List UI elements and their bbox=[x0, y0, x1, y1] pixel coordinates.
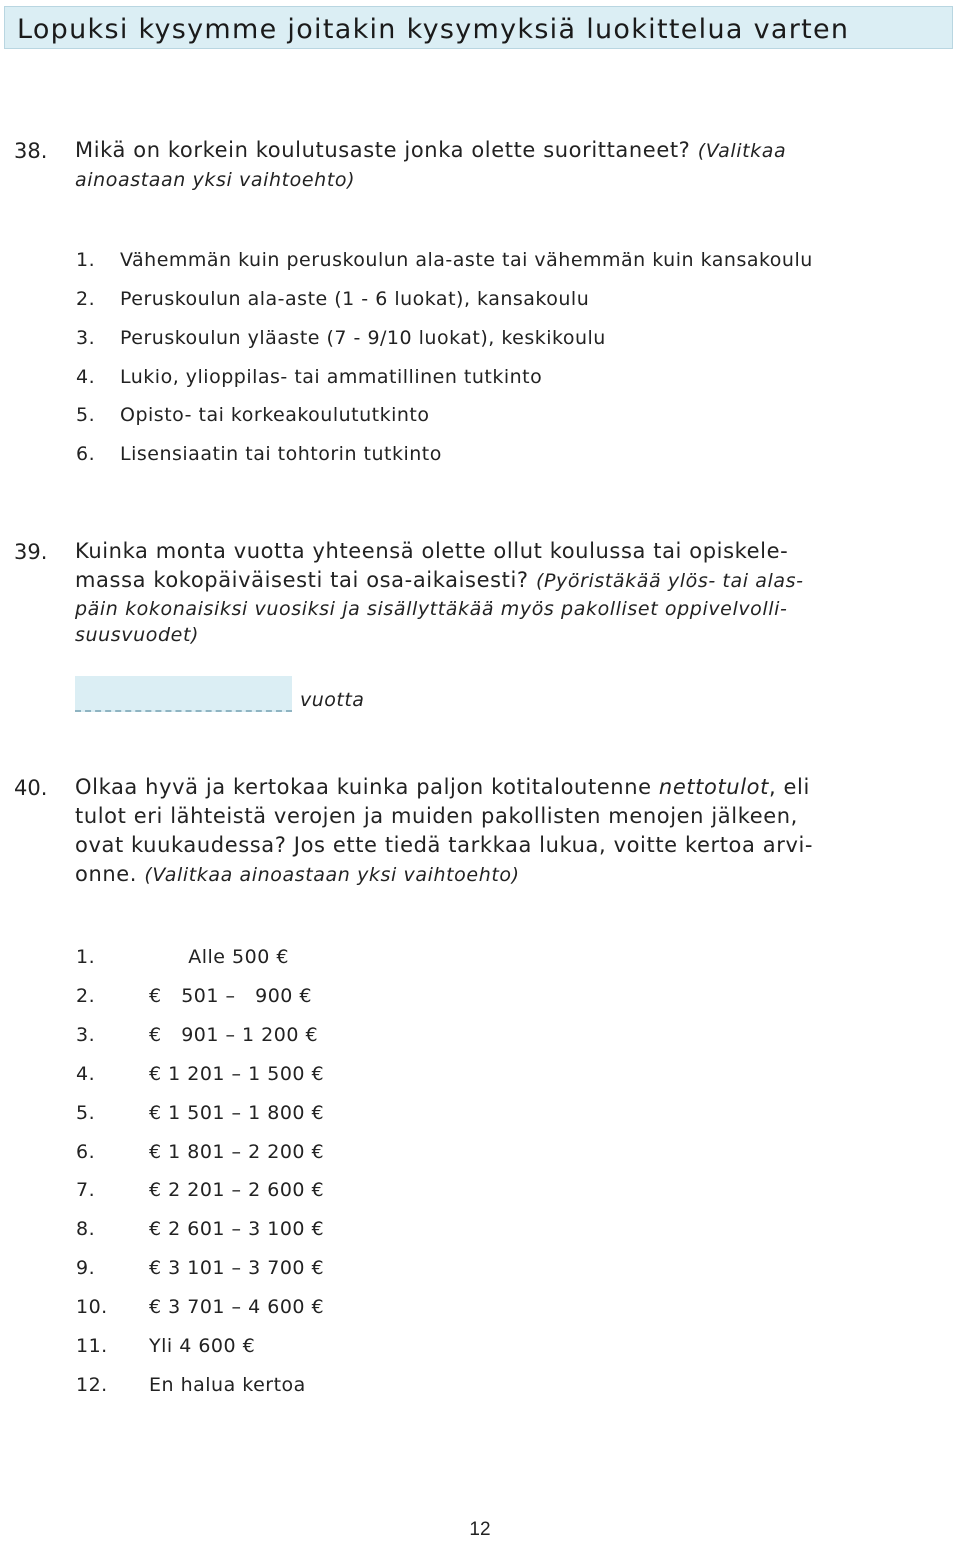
option-number: 2. bbox=[76, 985, 96, 1007]
question-prompt: tulot eri lähteistä verojen ja muiden pakollisten menojen jälkeen, bbox=[75, 804, 798, 828]
section-title: Lopuksi kysymme joitakin kysymyksiä luokittelua varten bbox=[17, 14, 850, 45]
income-option[interactable] bbox=[0, 1335, 960, 1365]
option-label: Opisto- tai korkeakoulututkinto bbox=[120, 404, 430, 426]
income-option[interactable] bbox=[0, 1179, 960, 1209]
income-option[interactable] bbox=[0, 1024, 960, 1054]
section-header bbox=[4, 6, 953, 49]
option-label: Alle 500 € bbox=[149, 946, 289, 968]
emphasis-term: nettotulot bbox=[658, 775, 769, 799]
option-number: 6. bbox=[76, 1141, 96, 1163]
income-option[interactable] bbox=[0, 1063, 960, 1093]
question-instruction: (Valitkaa bbox=[697, 140, 787, 162]
question-number: 38. bbox=[14, 139, 48, 163]
question-text bbox=[75, 136, 786, 166]
page-number: 12 bbox=[469, 1519, 491, 1540]
option-label: En halua kertoa bbox=[149, 1374, 306, 1396]
option-number: 7. bbox=[76, 1179, 96, 1201]
question-text bbox=[75, 773, 810, 802]
question-prompt: , eli bbox=[768, 775, 810, 799]
option-number: 9. bbox=[76, 1257, 96, 1279]
option-number: 10. bbox=[76, 1296, 108, 1318]
option-label: € 501 – 900 € bbox=[149, 985, 313, 1007]
option-label: € 2 601 – 3 100 € bbox=[149, 1218, 325, 1240]
option-number: 4. bbox=[76, 1063, 96, 1085]
option-number: 3. bbox=[76, 1024, 96, 1046]
option-label: Yli 4 600 € bbox=[149, 1335, 256, 1357]
income-option[interactable] bbox=[0, 1102, 960, 1132]
option-label: € 1 201 – 1 500 € bbox=[149, 1063, 325, 1085]
question-prompt: onne. bbox=[75, 862, 138, 886]
question-instruction-line bbox=[75, 165, 355, 195]
question-text bbox=[75, 802, 798, 831]
income-option[interactable] bbox=[0, 985, 960, 1015]
income-option[interactable] bbox=[0, 1296, 960, 1326]
option-number: 6. bbox=[76, 443, 96, 465]
income-option[interactable] bbox=[0, 1257, 960, 1287]
income-option[interactable] bbox=[0, 1141, 960, 1171]
option-number: 12. bbox=[76, 1374, 108, 1396]
option-number: 1. bbox=[76, 249, 96, 271]
income-option[interactable] bbox=[0, 946, 960, 976]
option-label: Peruskoulun yläaste (7 - 9/10 luokat), keskikoulu bbox=[120, 327, 606, 349]
question-text bbox=[75, 537, 788, 566]
years-input[interactable] bbox=[75, 676, 292, 712]
question-number: 39. bbox=[14, 540, 48, 564]
option-number: 2. bbox=[76, 288, 96, 310]
question-instruction-line bbox=[75, 620, 199, 650]
option-label: € 3 701 – 4 600 € bbox=[149, 1296, 325, 1318]
income-option[interactable] bbox=[0, 1374, 960, 1404]
question-prompt: Mikä on korkein koulutusaste jonka olette suorittaneet? bbox=[75, 138, 691, 162]
option-label: Lisensiaatin tai tohtorin tutkinto bbox=[120, 443, 442, 465]
option-label: Vähemmän kuin peruskoulun ala-aste tai vähemmän kuin kansakoulu bbox=[120, 249, 813, 271]
question-prompt: Kuinka monta vuotta yhteensä olette ollut koulussa tai opiskele- bbox=[75, 539, 789, 563]
years-unit-label: vuotta bbox=[300, 689, 365, 711]
question-text bbox=[75, 566, 804, 596]
option-number: 4. bbox=[76, 366, 96, 388]
option-number: 5. bbox=[76, 404, 96, 426]
option-label: € 2 201 – 2 600 € bbox=[149, 1179, 325, 1201]
income-option[interactable] bbox=[0, 1218, 960, 1248]
question-text bbox=[75, 860, 520, 890]
question-text bbox=[75, 831, 813, 860]
option-number: 3. bbox=[76, 327, 96, 349]
option-label: Lukio, ylioppilas- tai ammatillinen tutkinto bbox=[120, 366, 543, 388]
option-label: € 1 501 – 1 800 € bbox=[149, 1102, 325, 1124]
question-instruction: ainoastaan yksi vaihtoehto) bbox=[75, 169, 356, 191]
question-instruction: suusvuodet) bbox=[75, 624, 200, 646]
option-label: Peruskoulun ala-aste (1 - 6 luokat), kansakoulu bbox=[120, 288, 590, 310]
option-label: € 3 101 – 3 700 € bbox=[149, 1257, 325, 1279]
question-prompt: Olkaa hyvä ja kertokaa kuinka paljon kotitaloutenne bbox=[75, 775, 652, 799]
question-prompt: massa kokopäiväisesti tai osa-aikaisesti? bbox=[75, 568, 529, 592]
question-instruction: päin kokonaisiksi vuosiksi ja sisällyttäkää myös pakolliset oppivelvolli- bbox=[75, 598, 788, 620]
option-number: 5. bbox=[76, 1102, 96, 1124]
option-label: € 901 – 1 200 € bbox=[149, 1024, 319, 1046]
question-number: 40. bbox=[14, 776, 48, 800]
option-number: 1. bbox=[76, 946, 96, 968]
option-number: 8. bbox=[76, 1218, 96, 1240]
option-label: € 1 801 – 2 200 € bbox=[149, 1141, 325, 1163]
question-instruction: (Pyöristäkää ylös- tai alas- bbox=[535, 570, 804, 592]
option-number: 11. bbox=[76, 1335, 108, 1357]
question-instruction: (Valitkaa ainoastaan yksi vaihtoehto) bbox=[144, 864, 520, 886]
question-prompt: ovat kuukaudessa? Jos ette tiedä tarkkaa lukua, voitte kertoa arvi- bbox=[75, 833, 814, 857]
